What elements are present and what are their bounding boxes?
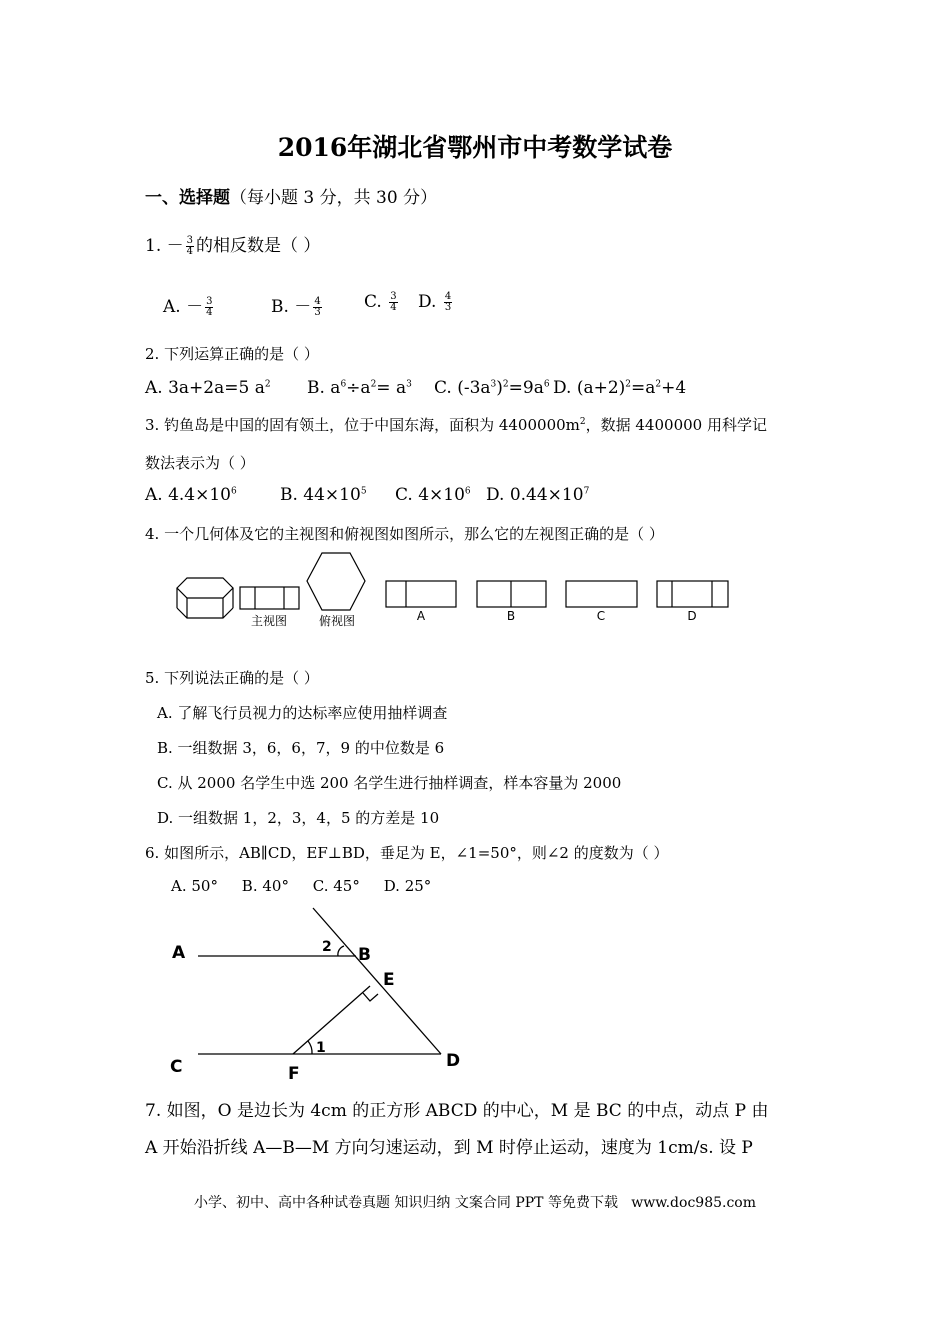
right-angle-mark	[363, 993, 378, 1001]
q3-opt-d-sup: 7	[583, 486, 590, 497]
q2-opt-d-s2: 2	[655, 379, 662, 390]
q1-frac-num: 3	[186, 235, 193, 246]
option-c-label: C	[596, 609, 606, 623]
q3-opt-d-text: D. 0.44×10	[486, 485, 584, 505]
q2-opt-c-t2: )	[496, 378, 503, 398]
page-footer: 小学、初中、高中各种试卷真题 知识归纳 文案合同 PPT 等免费下载 www.doc985.com	[193, 1195, 756, 1211]
point-b-label: B	[358, 945, 371, 965]
hexagonal-prism-drawing	[177, 578, 233, 618]
q3-opt-a-text: A. 4.4×10	[145, 485, 231, 505]
section-heading-label: 一、选择题	[145, 188, 230, 208]
q2-opt-a-sup: 2	[264, 379, 271, 390]
option-c-drawing	[566, 581, 637, 607]
q1-frac-den: 4	[186, 246, 193, 257]
q1-opt-a-fraction	[205, 297, 213, 318]
top-view-hexagon	[307, 553, 365, 610]
q1-prefix: 1. －	[145, 236, 184, 256]
question-3-line-1	[145, 414, 767, 435]
q2-opt-d-s1: 2	[625, 379, 632, 390]
question-7-line-1: 7. 如图，O 是边长为 4cm 的正方形 ABCD 的中心，M 是 BC 的中点，动点 P 由	[145, 1101, 769, 1121]
q2-opt-c-s2: 2	[502, 379, 509, 390]
option-d-label: D	[687, 609, 697, 623]
question-2-option-d	[553, 378, 686, 398]
q3-line1-sup: 2	[579, 417, 586, 427]
q2-opt-c-s3: 6	[543, 379, 550, 390]
question-6-stem: 6. 如图所示，AB∥CD，EF⊥BD，垂足为 E，∠1=50°，则∠2 的度数为（ ）	[145, 844, 669, 862]
q1-opt-a-den: 4	[206, 307, 213, 318]
question-1-option-d	[418, 292, 454, 313]
option-b-label: B	[506, 609, 516, 623]
q3-line1-a: 3. 钓鱼岛是中国的固有领土，位于中国东海，面积为 4400000m	[145, 416, 580, 434]
option-a-drawing	[386, 581, 456, 607]
option-d-drawing	[657, 581, 728, 607]
q3-opt-c-sup: 6	[464, 486, 471, 497]
page-title: 2016年湖北省鄂州市中考数学试卷	[277, 133, 673, 162]
angle-2-label: 2	[322, 939, 332, 955]
point-e-label: E	[383, 970, 395, 990]
line-bd	[313, 908, 441, 1054]
q3-opt-b-text: B. 44×10	[280, 485, 361, 505]
question-7-line-2: A 开始沿折线 A—B—M 方向匀速运动，到 M 时停止运动，速度为 1cm/s. 设 P	[145, 1138, 753, 1158]
point-f-label: F	[288, 1064, 300, 1084]
q2-opt-d-t1: D. (a+2)	[553, 378, 626, 398]
point-c-label: C	[170, 1057, 183, 1077]
q1-opt-c-fraction	[389, 292, 397, 313]
question-3-line-2: 数法表示为（ ）	[145, 454, 255, 472]
q2-opt-b-s1: 6	[340, 379, 347, 390]
q2-opt-b-s3: 3	[406, 379, 412, 390]
section-heading-note: （每小题 3 分，共 30 分）	[230, 188, 438, 208]
q1-opt-b-num: 4	[314, 296, 321, 307]
option-a-label: A	[416, 609, 426, 623]
question-2-option-c	[434, 378, 550, 398]
q1-opt-c-label: C.	[364, 292, 388, 312]
question-1-option-c	[364, 292, 400, 313]
question-5-option-d: D. 一组数据 1，2，3，4，5 的方差是 10	[157, 809, 440, 827]
q1-opt-a-num: 3	[206, 296, 213, 307]
q3-line1-b: ，数据 4400000 用科学记	[585, 416, 767, 434]
question-2-option-a	[145, 378, 271, 398]
q2-opt-d-t3: +4	[661, 378, 687, 398]
question-3-option-b	[280, 485, 367, 505]
q1-opt-a-label: A. －	[163, 297, 204, 317]
q1-opt-d-fraction	[444, 292, 452, 313]
q3-opt-a-sup: 6	[231, 486, 237, 497]
question-3-option-a	[145, 485, 237, 505]
question-4-figure	[165, 550, 745, 635]
q1-opt-c-num: 3	[390, 291, 397, 302]
point-a-label: A	[172, 943, 186, 963]
q1-opt-b-fraction	[313, 297, 321, 318]
question-1-option-b	[271, 292, 324, 318]
question-3-option-d	[486, 485, 589, 505]
q1-opt-b-den: 3	[314, 307, 321, 318]
q2-opt-a-text: A. 3a+2a=5 a	[145, 378, 265, 398]
question-4-stem: 4. 一个几何体及它的主视图和俯视图如图所示，那么它的左视图正确的是（ ）	[145, 525, 664, 543]
top-view-label: 俯视图	[318, 614, 356, 628]
q1-opt-c-den: 4	[390, 302, 397, 313]
question-1-option-a	[163, 292, 215, 318]
q1-opt-b-label: B. －	[271, 297, 312, 317]
question-2-option-b	[307, 378, 412, 398]
q3-opt-b-sup: 5	[360, 486, 367, 497]
angle-2-arc	[338, 946, 344, 956]
q2-opt-b-t3: = a	[376, 378, 407, 398]
q2-opt-c-t1: C. (-3a	[434, 378, 491, 398]
line-ef	[293, 986, 370, 1054]
q2-opt-b-s2: 2	[370, 379, 377, 390]
option-b-drawing	[477, 581, 546, 607]
question-5-stem: 5. 下列说法正确的是（ ）	[145, 669, 319, 687]
question-5-option-b: B. 一组数据 3，6，6，7，9 的中位数是 6	[157, 739, 445, 757]
q2-opt-c-s1: 3	[490, 379, 497, 390]
question-6-figure	[160, 900, 480, 1085]
point-d-label: D	[446, 1051, 461, 1071]
q3-opt-c-text: C. 4×10	[395, 485, 465, 505]
question-2-stem: 2. 下列运算正确的是（ ）	[145, 345, 319, 363]
q1-fraction	[186, 236, 194, 257]
q2-opt-b-t2: ÷a	[346, 378, 371, 398]
front-view-drawing	[240, 587, 299, 609]
question-5-option-c: C. 从 2000 名学生中选 200 名学生进行抽样调查，样本容量为 2000	[157, 774, 622, 792]
section-heading	[145, 183, 437, 208]
question-6-options: A. 50° B. 40° C. 45° D. 25°	[171, 877, 432, 895]
q1-opt-d-den: 3	[444, 302, 452, 313]
angle-1-label: 1	[316, 1040, 326, 1056]
front-view-label: 主视图	[250, 614, 288, 628]
question-1-stem	[145, 231, 320, 257]
q1-opt-d-label: D.	[418, 292, 442, 312]
angle-1-arc	[308, 1041, 312, 1054]
q2-opt-d-t2: =a	[631, 378, 656, 398]
q1-opt-d-num: 4	[444, 291, 452, 302]
q2-opt-b-t1: B. a	[307, 378, 341, 398]
q2-opt-c-t3: =9a	[508, 378, 544, 398]
q1-suffix: 的相反数是（ ）	[196, 236, 321, 256]
question-5-option-a: A. 了解飞行员视力的达标率应使用抽样调查	[157, 704, 448, 722]
question-3-option-c	[395, 485, 471, 505]
